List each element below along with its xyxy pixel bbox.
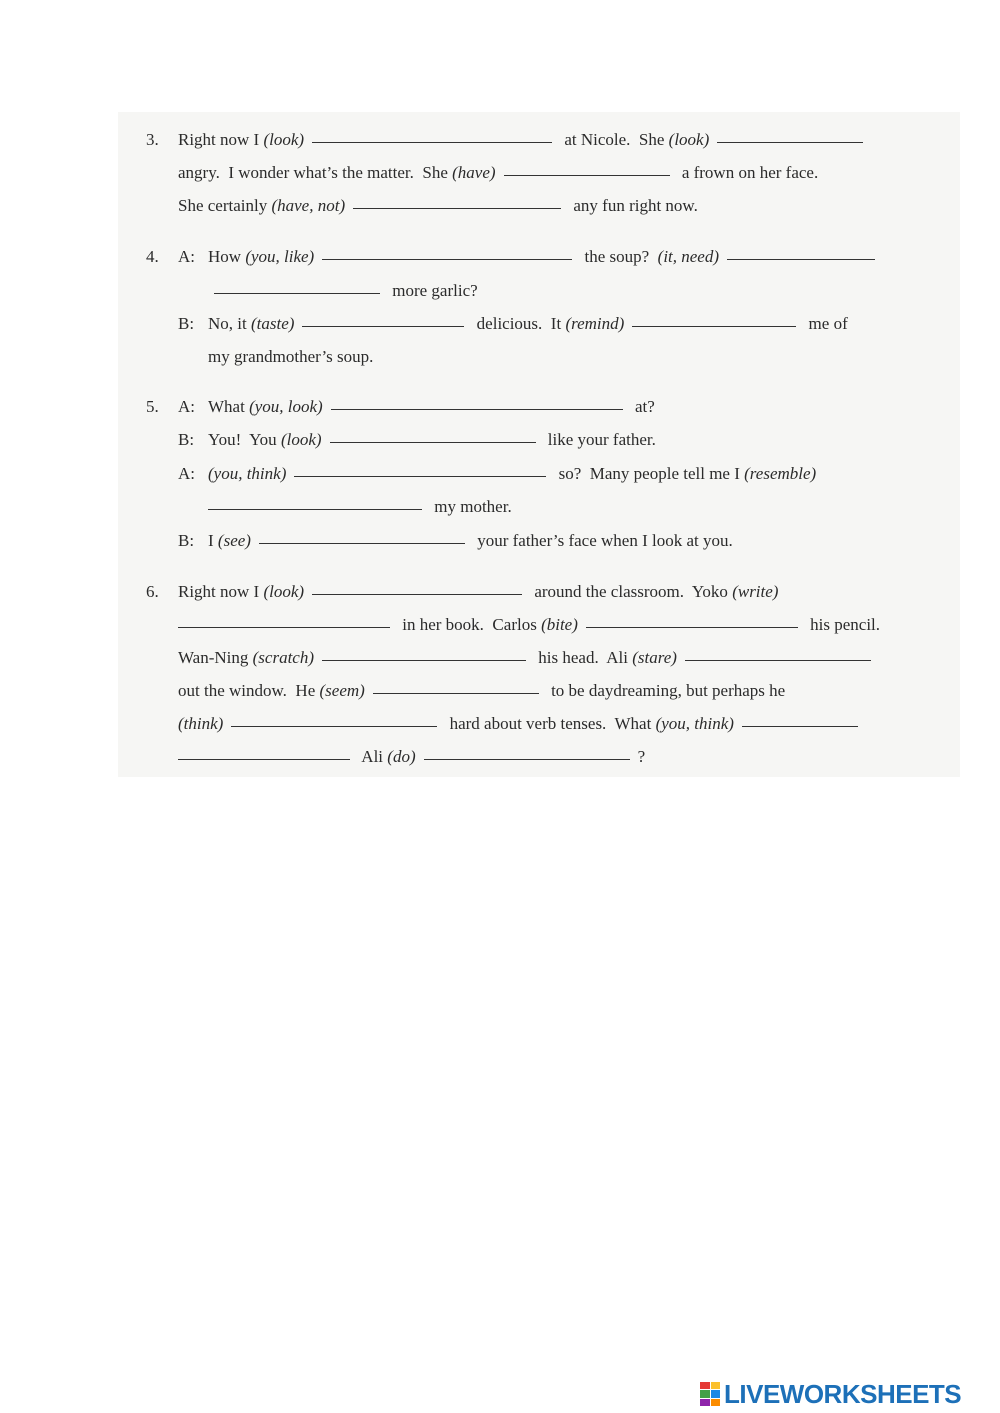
text: his head. Ali — [534, 648, 633, 667]
speaker-label: A: — [178, 464, 195, 483]
exercise-line — [146, 125, 863, 155]
exercise-line — [146, 709, 858, 739]
text: delicious. It — [472, 314, 566, 333]
text: like your father. — [543, 430, 656, 449]
exercise-line — [146, 309, 848, 339]
text: ? — [637, 747, 646, 766]
verb-hint: (remind) — [565, 314, 625, 333]
text: at? — [630, 397, 655, 416]
answer-blank[interactable] — [208, 493, 422, 510]
answer-blank[interactable] — [322, 243, 572, 260]
answer-blank[interactable] — [294, 460, 546, 477]
exercise-line — [146, 459, 816, 489]
logo-tile — [700, 1399, 710, 1406]
text: your father’s face when I look at you. — [472, 531, 733, 550]
text: me of — [804, 314, 848, 333]
text: No, it — [208, 314, 251, 333]
text: Right now I — [178, 582, 264, 601]
text: my mother. — [430, 497, 512, 516]
verb-hint: (think) — [178, 714, 224, 733]
exercise-line — [146, 425, 656, 455]
text: in her book. Carlos — [398, 615, 542, 634]
text: my grandmother’s soup. — [208, 347, 374, 366]
text: at Nicole. She — [560, 130, 669, 149]
answer-blank[interactable] — [424, 743, 630, 760]
exercise-line — [146, 610, 880, 640]
answer-blank[interactable] — [178, 743, 350, 760]
verb-hint: (do) — [387, 747, 416, 766]
logo-text: LIVEWORKSHEETS — [724, 1378, 962, 1409]
text: around the classroom. Yoko — [530, 582, 733, 601]
logo-icon — [700, 1382, 720, 1406]
verb-hint: (see) — [217, 531, 251, 550]
answer-blank[interactable] — [504, 159, 670, 176]
verb-hint: (write) — [732, 582, 779, 601]
logo-tile — [711, 1390, 721, 1397]
text: How — [208, 247, 246, 266]
answer-blank[interactable] — [302, 310, 464, 327]
exercise-line — [146, 526, 733, 556]
verb-hint: (seem) — [319, 681, 365, 700]
text: Right now I — [178, 130, 264, 149]
verb-hint: (have) — [452, 163, 496, 182]
text: a frown on her face. — [677, 163, 819, 182]
liveworksheets-logo — [700, 1380, 961, 1408]
answer-blank[interactable] — [312, 578, 522, 595]
exercise-line — [208, 342, 373, 372]
speaker-label: A: — [178, 247, 195, 266]
exercise-line — [214, 276, 478, 306]
verb-hint: (look) — [263, 582, 305, 601]
text: so? Many people tell me I — [554, 464, 745, 483]
answer-blank[interactable] — [214, 277, 380, 294]
exercise-line — [146, 676, 785, 706]
verb-hint: (resemble) — [744, 464, 817, 483]
text: out the window. He — [178, 681, 320, 700]
exercise-number: 3. — [146, 130, 159, 149]
exercise-number: 4. — [146, 247, 159, 266]
exercise-number: 6. — [146, 582, 159, 601]
exercise-line — [146, 577, 778, 607]
answer-blank[interactable] — [322, 644, 526, 661]
answer-blank[interactable] — [632, 310, 796, 327]
exercise-line — [146, 191, 698, 221]
verb-hint: (look) — [668, 130, 710, 149]
verb-hint: (stare) — [632, 648, 677, 667]
speaker-label: B: — [178, 430, 195, 449]
exercise-line — [146, 643, 871, 673]
text: Wan-Ning — [178, 648, 253, 667]
logo-tile — [700, 1382, 710, 1389]
text: more garlic? — [388, 281, 478, 300]
verb-hint: (you, like) — [245, 247, 315, 266]
text: any fun right now. — [569, 196, 698, 215]
verb-hint: (look) — [280, 430, 322, 449]
speaker-label: B: — [178, 531, 195, 550]
logo-tile — [711, 1382, 721, 1389]
exercise-number: 5. — [146, 397, 159, 416]
answer-blank[interactable] — [259, 527, 465, 544]
verb-hint: (look) — [263, 130, 305, 149]
exercise-line — [146, 158, 818, 188]
speaker-label: B: — [178, 314, 195, 333]
exercise-line — [146, 742, 645, 772]
verb-hint: (scratch) — [252, 648, 315, 667]
text: the soup? — [580, 247, 658, 266]
answer-blank[interactable] — [331, 393, 623, 410]
text: to be daydreaming, but perhaps he — [546, 681, 786, 700]
text: hard about verb tenses. What — [445, 714, 656, 733]
verb-hint: (you, think) — [208, 464, 287, 483]
text: his pencil. — [805, 615, 881, 634]
logo-tile — [711, 1399, 721, 1406]
text: She certainly — [178, 196, 272, 215]
answer-blank[interactable] — [727, 243, 875, 260]
answer-blank[interactable] — [330, 426, 536, 443]
verb-hint: (taste) — [250, 314, 295, 333]
verb-hint: (have, not) — [271, 196, 346, 215]
exercise-line — [146, 242, 875, 272]
text: Ali — [358, 747, 388, 766]
answer-blank[interactable] — [178, 611, 390, 628]
answer-blank[interactable] — [717, 126, 863, 143]
answer-blank[interactable] — [685, 644, 871, 661]
logo-tile — [700, 1390, 710, 1397]
verb-hint: (you, think) — [655, 714, 734, 733]
text: What — [208, 397, 250, 416]
verb-hint: (you, look) — [249, 397, 323, 416]
exercise-line — [208, 492, 512, 522]
text: angry. I wonder what’s the matter. She — [178, 163, 453, 182]
speaker-label: A: — [178, 397, 195, 416]
answer-blank[interactable] — [373, 677, 539, 694]
answer-blank[interactable] — [312, 126, 552, 143]
verb-hint: (bite) — [541, 615, 578, 634]
answer-blank[interactable] — [742, 710, 858, 727]
exercise-line — [146, 392, 655, 422]
answer-blank[interactable] — [353, 192, 561, 209]
answer-blank[interactable] — [231, 710, 437, 727]
answer-blank[interactable] — [586, 611, 798, 628]
text: I — [208, 531, 218, 550]
text: You! You — [208, 430, 281, 449]
verb-hint: (it, need) — [657, 247, 720, 266]
